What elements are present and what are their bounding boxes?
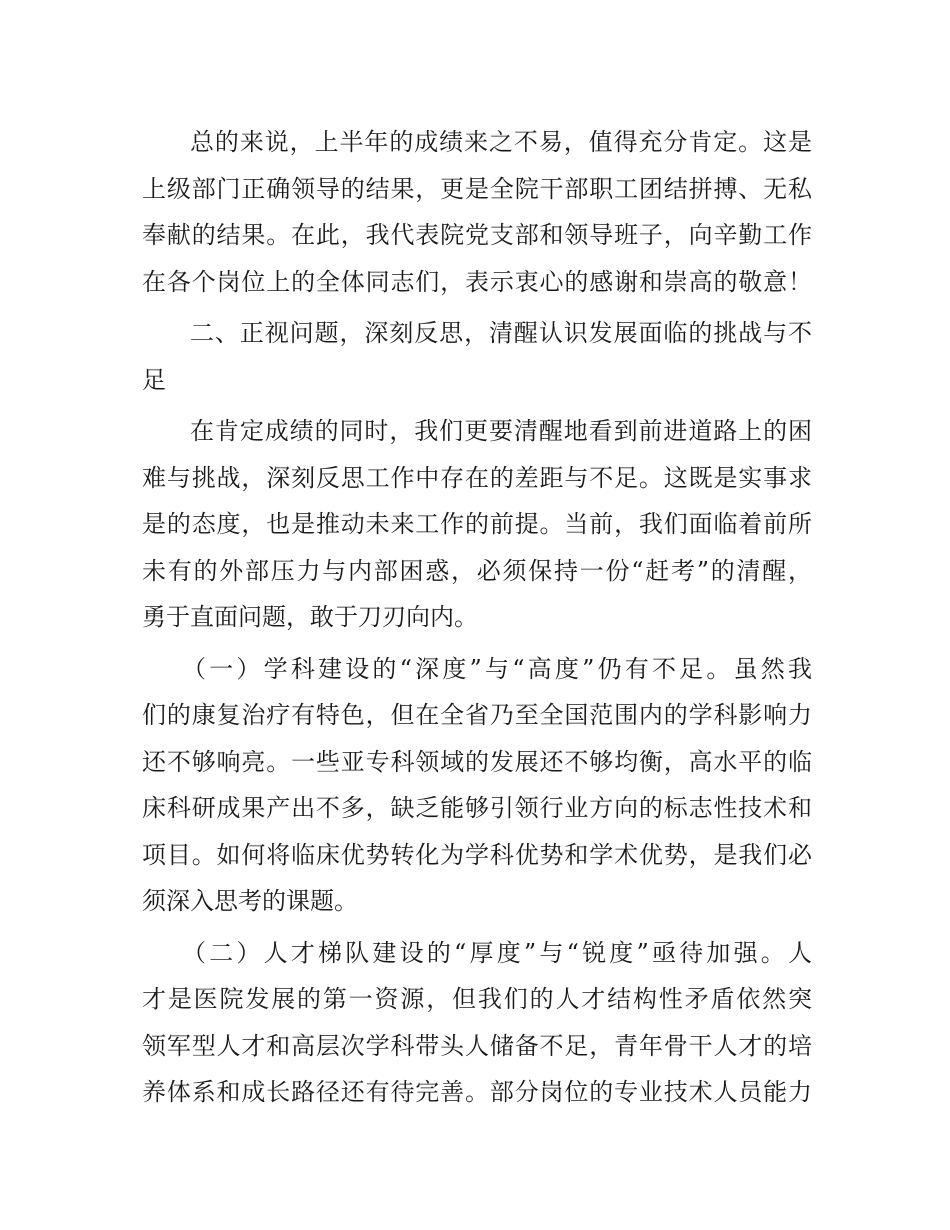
text-line: （一）学科建设的“深度”与“高度”仍有不足。虽然我 [182,654,812,683]
text-line: 是的态度，也是推动未来工作的前提。当前，我们面临着前所 [142,510,812,538]
text-line: 未有的外部压力与内部困惑，必须保持一份“赶考”的清醒， [142,556,812,585]
text-line: 二、正视问题，深刻反思，清醒认识发展面临的挑战与不 [190,319,812,347]
text-line: 才是医院发展的第一资源，但我们的人才结构性矛盾依然突 [142,985,812,1013]
text-line: 勇于直面问题，敢于刀刃向内。 [142,603,478,631]
text-line: 在肯定成绩的同时，我们更要清醒地看到前进道路上的困 [190,417,812,445]
paragraph-summary [142,119,812,305]
text-line: 们的康复治疗有特色，但在全省乃至全国范围内的学科影响力 [142,701,812,729]
document-body [142,119,812,1116]
paragraph-talent [142,930,812,1116]
text-line: 项目。如何将临床优势转化为学科优势和学术优势，是我们必 [142,840,812,869]
text-line: 奉献的结果。在此，我代表院党支部和领导班子，向辛勤工作 [142,221,812,249]
text-line: 难与挑战，深刻反思工作中存在的差距与不足。这既是实事求 [142,463,812,492]
paragraph-challenges [142,408,812,641]
text-line: 床科研成果产出不多，缺乏能够引领行业方向的标志性技术和 [142,794,812,822]
text-line: 在各个岗位上的全体同志们，表示衷心的感谢和崇高的敬意！ [142,267,812,296]
text-line: 总的来说，上半年的成绩来之不易，值得充分肯定。这是 [190,128,812,156]
text-line: 足 [142,365,166,394]
text-line: 还不够响亮。一些亚专科领域的发展还不够均衡，高水平的临 [142,747,812,776]
text-line: 养体系和成长路径还有待完善。部分岗位的专业技术人员能力 [142,1078,812,1106]
section-heading [142,310,812,403]
text-line: 领军型人才和高层次学科带头人储备不足，青年骨干人才的培 [142,1031,812,1060]
text-line: （二）人才梯队建设的“厚度”与“锐度”亟待加强。人 [182,938,812,967]
text-line: 须深入思考的课题。 [142,887,358,915]
paragraph-discipline [142,646,812,925]
text-line: 上级部门正确领导的结果，更是全院干部职工团结拼搏、无私 [142,174,812,203]
